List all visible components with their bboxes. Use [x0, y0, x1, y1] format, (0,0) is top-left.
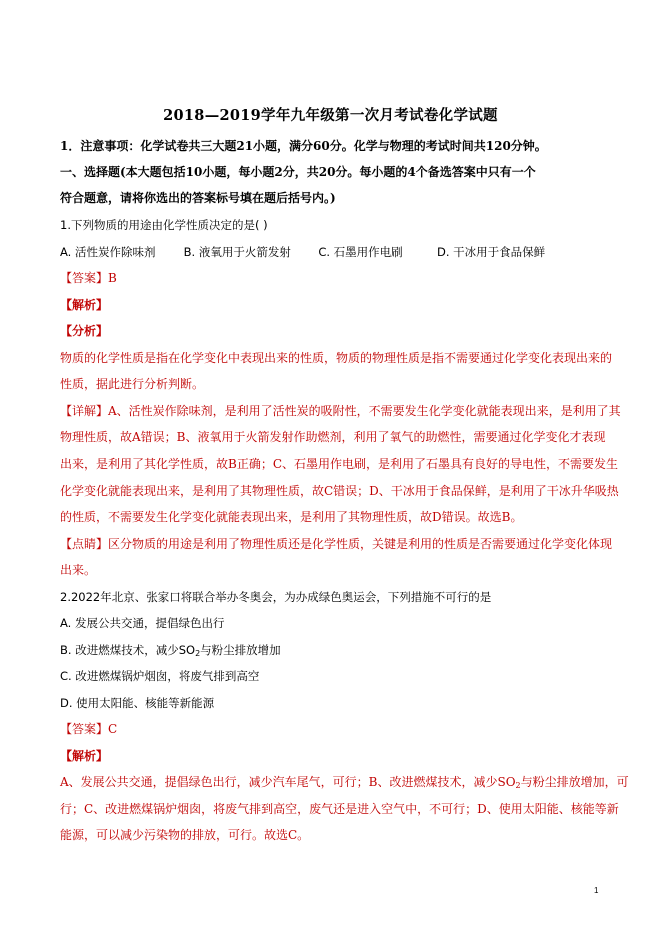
q2-analysis-line: 能源，可以减少污染物的排放，可行。故选C。 [60, 828, 310, 842]
q1-detail-line: 化学变化就能表现出来，是利用了其物理性质，故C错误；D、干冰用于食品保鲜，是利用了干冰升华吸热 [60, 484, 619, 498]
q2-analysis-text-end: 与粉尘排放增加，可 [520, 775, 629, 789]
q2-option-b-text-end: 与粉尘排放增加 [200, 643, 281, 657]
q2-answer: 【答案】C [60, 722, 118, 736]
q1-option-c: C. 石墨用作电刷 [318, 245, 403, 259]
q1-detail-line: 出来，是利用了其化学性质，故B正确；C、石墨用作电刷，是利用了石墨具有良好的导电性，不需要发生 [60, 457, 619, 471]
q1-tip-line: 【点睛】区分物质的用途是利用了物理性质还是化学性质，关键是利用的性质是否需要通过化学变化体现 [60, 537, 613, 551]
q2-stem: 2.2022年北京、张家口将联合举办冬奥会，为办成绿色奥运会，下列措施不可行的是 [60, 590, 492, 604]
q2-option-b [60, 642, 605, 662]
q1-option-b: B. 液氧用于火箭发射 [183, 245, 291, 259]
q2-analysis-line: 行；C、改进燃煤锅炉烟囱，将废气排到高空，废气还是进入空气中，不可行；D、使用太阳能、核能等新 [60, 802, 619, 816]
q1-fenxi-line: 性质，据此进行分析判断。 [60, 377, 205, 391]
q2-option-d: D. 使用太阳能、核能等新能源 [60, 696, 215, 710]
q1-detail-line: 物理性质，故A错误；B、液氧用于火箭发射作助燃剂，利用了氧气的助燃性，需要通过化学变化才表现 [60, 430, 606, 444]
q2-option-b-text: B. 改进燃煤技术，减少SO [60, 643, 196, 657]
q2-option-b-subscript: 2 [195, 649, 201, 658]
q2-analysis-text: A、发展公共交通，提倡绿色出行，减少汽车尾气，可行；B、改进燃煤技术，减少SO [60, 775, 516, 789]
q1-detail-line: 【详解】A、活性炭作除味剂，是利用了活性炭的吸附性，不需要发生化学变化就能表现出来，是利用了其 [60, 404, 621, 418]
q1-option-d: D. 干冰用于食品保鲜 [436, 245, 546, 259]
q2-analysis-line [60, 774, 629, 794]
notice-line-2: 一、选择题(本大题包括10小题，每小题2分，共20分。每小题的4个备选答案中只有一个 [60, 165, 536, 179]
q2-analysis-heading: 【解析】 [60, 749, 109, 763]
q1-stem: 1.下列物质的用途由化学性质决定的是( ) [60, 218, 268, 232]
page-title: 2018—2019学年九年级第一次月考试卷化学试题 [163, 107, 498, 124]
page-number: 1 [594, 886, 599, 895]
q2-analysis-subscript: 2 [515, 781, 521, 790]
q1-detail-line: 的性质，不需要发生化学变化就能表现出来，是利用了其物理性质，故D错误。故选B。 [60, 510, 523, 524]
q1-options [60, 244, 605, 260]
q1-fenxi-heading: 【分析】 [60, 324, 109, 338]
notice-line-3: 符合题意，请将你选出的答案标号填在题后括号内。) [60, 191, 336, 205]
notice-line-1: 1．注意事项：化学试卷共三大题21小题，满分60分。化学与物理的考试时间共120分钟。 [60, 139, 547, 153]
q1-answer: 【答案】B [60, 271, 117, 285]
q1-analysis-heading: 【解析】 [60, 298, 109, 312]
q1-option-a: A. 活性炭作除味剂 [60, 245, 156, 259]
q1-tip-line: 出来。 [60, 563, 97, 577]
q1-fenxi-line: 物质的化学性质是指在化学变化中表现出来的性质，物质的物理性质是指不需要通过化学变化表现出来的 [60, 351, 613, 365]
q2-option-a: A. 发展公共交通，提倡绿色出行 [60, 616, 225, 630]
q2-option-c: C. 改进燃煤锅炉烟囱，将废气排到高空 [60, 669, 260, 683]
